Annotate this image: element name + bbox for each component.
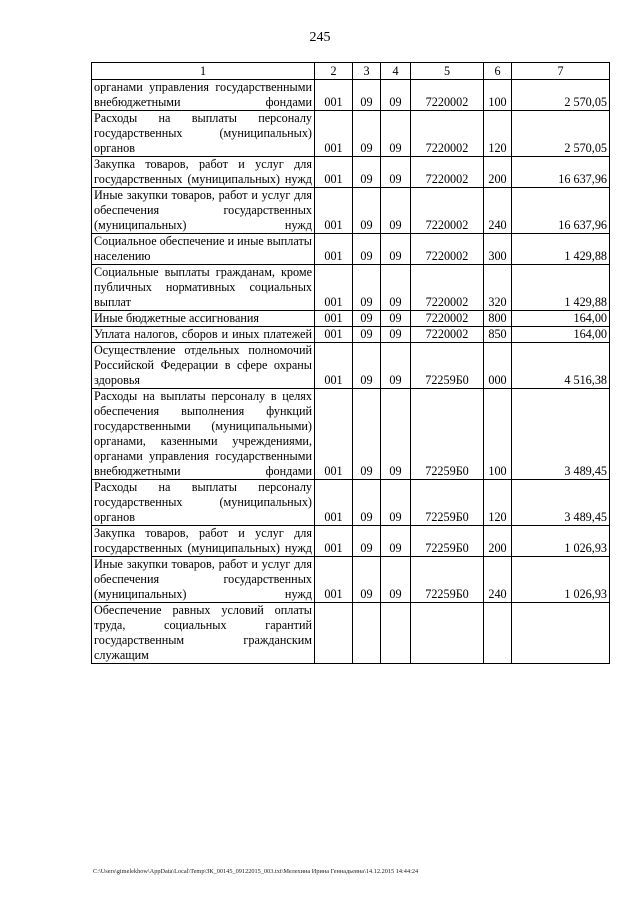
budget-table: [91, 62, 610, 664]
row-csr: 7220002: [411, 80, 484, 111]
row-pr: 09: [381, 234, 411, 265]
row-sum: 2 570,05: [512, 111, 610, 157]
row-ved: 001: [315, 557, 353, 603]
row-sum: 4 516,38: [512, 343, 610, 389]
row-pr: 09: [381, 188, 411, 234]
row-ved: 001: [315, 311, 353, 327]
row-sum: 16 637,96: [512, 157, 610, 188]
row-name: Социальные выплаты гражданам, кроме публичных нормативных социальных выплат: [92, 265, 315, 311]
row-vr: 000: [484, 343, 512, 389]
row-ved: 001: [315, 480, 353, 526]
row-rz: 09: [353, 188, 381, 234]
row-vr: 300: [484, 234, 512, 265]
row-pr: 09: [381, 389, 411, 480]
row-pr: 09: [381, 343, 411, 389]
row-vr: 100: [484, 80, 512, 111]
row-csr: 72259Б0: [411, 526, 484, 557]
table-row: [92, 480, 610, 526]
table-row: [92, 111, 610, 157]
row-vr: 200: [484, 157, 512, 188]
row-csr: 7220002: [411, 157, 484, 188]
table-row: [92, 557, 610, 603]
row-sum: 2 570,05: [512, 80, 610, 111]
table-row: [92, 327, 610, 343]
table-row: [92, 157, 610, 188]
table-row: [92, 311, 610, 327]
table-row: [92, 80, 610, 111]
row-vr: 800: [484, 311, 512, 327]
row-rz: 09: [353, 557, 381, 603]
row-ved: [315, 603, 353, 664]
row-vr: 240: [484, 188, 512, 234]
row-csr: 72259Б0: [411, 480, 484, 526]
row-vr: 100: [484, 389, 512, 480]
table-header-row: [92, 63, 610, 80]
row-rz: 09: [353, 111, 381, 157]
row-ved: 001: [315, 80, 353, 111]
row-vr: 120: [484, 480, 512, 526]
row-name: Расходы на выплаты персоналу государственных (муниципальных) органов: [92, 480, 315, 526]
row-pr: 09: [381, 526, 411, 557]
row-sum: [512, 603, 610, 664]
row-sum: 3 489,45: [512, 480, 610, 526]
column-header: 5: [411, 63, 484, 80]
row-ved: 001: [315, 188, 353, 234]
row-sum: 3 489,45: [512, 389, 610, 480]
row-csr: 7220002: [411, 111, 484, 157]
row-name: Закупка товаров, работ и услуг для государственных (муниципальных) нужд: [92, 526, 315, 557]
row-ved: 001: [315, 111, 353, 157]
row-vr: 850: [484, 327, 512, 343]
row-csr: 72259Б0: [411, 389, 484, 480]
row-vr: 320: [484, 265, 512, 311]
row-csr: [411, 603, 484, 664]
row-ved: 001: [315, 234, 353, 265]
row-rz: 09: [353, 234, 381, 265]
column-header: 7: [512, 63, 610, 80]
table-row: [92, 188, 610, 234]
row-rz: 09: [353, 526, 381, 557]
row-sum: 164,00: [512, 327, 610, 343]
row-ved: 001: [315, 389, 353, 480]
row-csr: 7220002: [411, 234, 484, 265]
row-rz: 09: [353, 157, 381, 188]
column-header: 2: [315, 63, 353, 80]
table-row: [92, 526, 610, 557]
row-rz: [353, 603, 381, 664]
page-number: 245: [309, 30, 331, 45]
row-sum: 164,00: [512, 311, 610, 327]
row-name: Иные закупки товаров, работ и услуг для обеспечения государственных (муниципальных) нужд: [92, 188, 315, 234]
row-vr: 120: [484, 111, 512, 157]
row-ved: 001: [315, 526, 353, 557]
column-header: 3: [353, 63, 381, 80]
row-name: Социальное обеспечение и иные выплаты населению: [92, 234, 315, 265]
row-rz: 09: [353, 343, 381, 389]
file-path-footer: C:\Users\gimelekhow\AppData\Local\Temp\ЗК_00145_09122015_003.txt\Мелехина Ирина Геннадьевна\14.12.2015 14:44:24: [93, 868, 419, 875]
row-ved: 001: [315, 265, 353, 311]
table-row: [92, 265, 610, 311]
table-row: [92, 603, 610, 664]
row-csr: 72259Б0: [411, 557, 484, 603]
row-pr: 09: [381, 327, 411, 343]
row-csr: 7220002: [411, 327, 484, 343]
row-pr: 09: [381, 111, 411, 157]
row-pr: [381, 603, 411, 664]
row-rz: 09: [353, 480, 381, 526]
row-name: Обеспечение равных условий оплаты труда, социальных гарантий государственным гражданским служащим: [92, 603, 315, 664]
row-rz: 09: [353, 311, 381, 327]
row-sum: 1 026,93: [512, 557, 610, 603]
row-sum: 1 429,88: [512, 234, 610, 265]
table-row: [92, 389, 610, 480]
row-name: Закупка товаров, работ и услуг для государственных (муниципальных) нужд: [92, 157, 315, 188]
row-csr: 7220002: [411, 265, 484, 311]
row-pr: 09: [381, 265, 411, 311]
row-sum: 1 429,88: [512, 265, 610, 311]
row-csr: 7220002: [411, 311, 484, 327]
table-row: [92, 343, 610, 389]
row-rz: 09: [353, 265, 381, 311]
row-name: Расходы на выплаты персоналу в целях обеспечения выполнения функций государственными (муниципальными) органами, казенными учреждениями, органами управления государственными внебюджетными фондами: [92, 389, 315, 480]
row-name: органами управления государственными внебюджетными фондами: [92, 80, 315, 111]
table-row: [92, 234, 610, 265]
column-header: 4: [381, 63, 411, 80]
row-name: Уплата налогов, сборов и иных платежей: [92, 327, 315, 343]
row-ved: 001: [315, 343, 353, 389]
row-pr: 09: [381, 157, 411, 188]
column-header: 1: [92, 63, 315, 80]
row-csr: 72259Б0: [411, 343, 484, 389]
row-vr: 200: [484, 526, 512, 557]
row-csr: 7220002: [411, 188, 484, 234]
row-name: Иные закупки товаров, работ и услуг для обеспечения государственных (муниципальных) нужд: [92, 557, 315, 603]
row-name: Расходы на выплаты персоналу государственных (муниципальных) органов: [92, 111, 315, 157]
row-rz: 09: [353, 389, 381, 480]
row-sum: 1 026,93: [512, 526, 610, 557]
row-vr: 240: [484, 557, 512, 603]
row-sum: 16 637,96: [512, 188, 610, 234]
column-header: 6: [484, 63, 512, 80]
row-pr: 09: [381, 480, 411, 526]
row-pr: 09: [381, 557, 411, 603]
row-name: Иные бюджетные ассигнования: [92, 311, 315, 327]
row-rz: 09: [353, 80, 381, 111]
row-name: Осуществление отдельных полномочий Российской Федерации в сфере охраны здоровья: [92, 343, 315, 389]
row-pr: 09: [381, 80, 411, 111]
row-vr: [484, 603, 512, 664]
row-ved: 001: [315, 327, 353, 343]
row-ved: 001: [315, 157, 353, 188]
row-pr: 09: [381, 311, 411, 327]
row-rz: 09: [353, 327, 381, 343]
